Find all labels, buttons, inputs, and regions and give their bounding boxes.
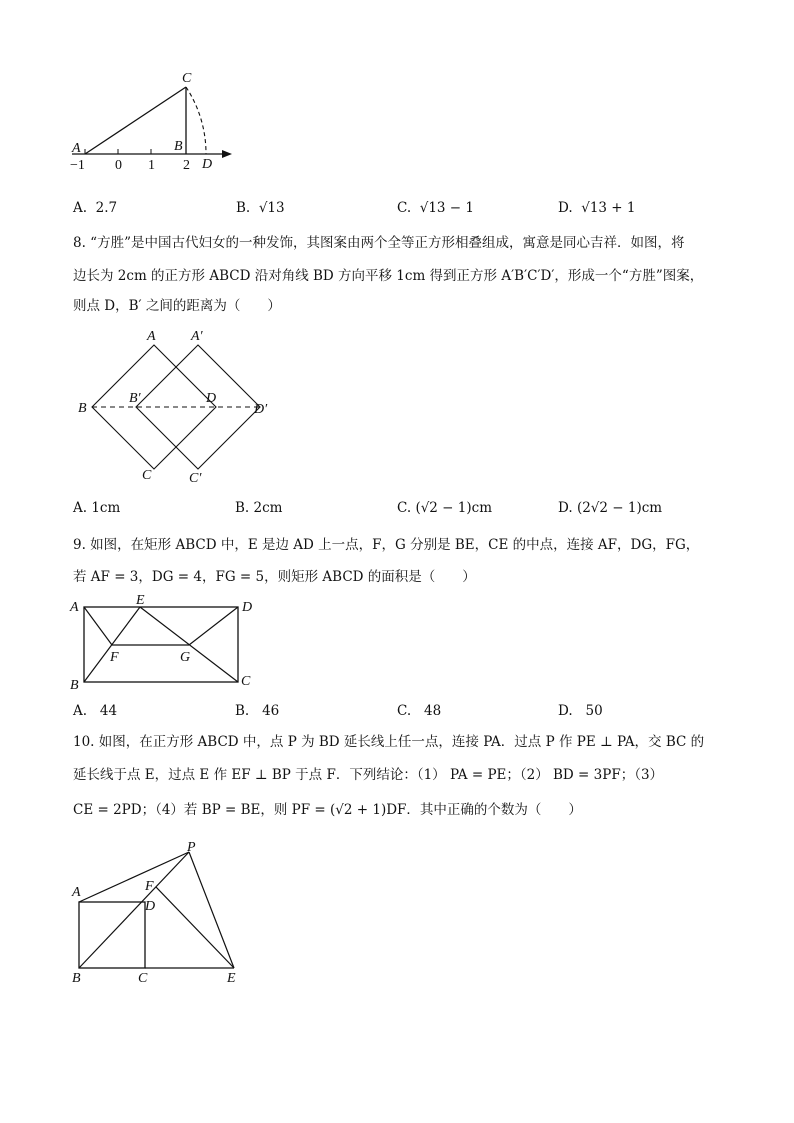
label-B: B bbox=[72, 971, 81, 986]
q9-option-a: A. 44 bbox=[73, 703, 118, 719]
label-C: C bbox=[241, 674, 251, 689]
label-P: P bbox=[187, 840, 196, 855]
q9-line-2: 若 AF = 3，DG = 4，FG = 5，则矩形 ABCD 的面积是（ ） bbox=[73, 569, 476, 585]
q10-line-2: 延长线于点 E，过点 E 作 EF ⊥ BP 于点 F．下列结论：（1） PA = PE；（2） BD = 3PF；（3） bbox=[73, 767, 664, 783]
q8-option-d: D. (2√2 − 1)cm bbox=[558, 500, 663, 516]
q10-line-3: CE = 2PD；（4）若 BP = BE，则 PF = (√2 + 1)DF．其中正确的个数为（ ） bbox=[73, 802, 582, 818]
label-B-prime: B′ bbox=[129, 391, 141, 406]
tick-label-neg1: −1 bbox=[70, 158, 85, 173]
label-D: D bbox=[242, 600, 253, 615]
label-A: A bbox=[72, 141, 81, 156]
q7-option-c: C. √13 − 1 bbox=[397, 200, 474, 216]
tick-label-0: 0 bbox=[115, 158, 122, 173]
label-G: G bbox=[180, 650, 191, 665]
q7-option-d: D. √13 + 1 bbox=[558, 200, 636, 216]
q9-figure bbox=[66, 592, 266, 696]
q8-line-2: 边长为 2cm 的正方形 ABCD 沿对角线 BD 方向平移 1cm 得到正方形 A′B′C′D′，形成一个“方胜”图案， bbox=[73, 268, 704, 284]
label-D: D bbox=[206, 391, 217, 406]
label-B: B bbox=[70, 678, 79, 693]
q8-line-1: 8. “方胜”是中国古代妇女的一种发饰，其图案由两个全等正方形相叠组成，寓意是同心吉祥．如图，将 bbox=[73, 235, 685, 251]
label-D-prime: D′ bbox=[254, 402, 268, 417]
q9-option-c: C. 48 bbox=[397, 703, 442, 719]
label-E: E bbox=[136, 593, 145, 608]
label-F: F bbox=[145, 879, 154, 894]
square-a1b1c1d1 bbox=[136, 345, 260, 469]
label-B: B bbox=[174, 139, 183, 154]
label-C: C bbox=[142, 468, 152, 483]
q8-line-3: 则点 D，B′ 之间的距离为（ ） bbox=[73, 298, 281, 314]
q10-line-1: 10. 如图，在正方形 ABCD 中，点 P 为 BD 延长线上任一点，连接 PA．过点 P 作 PE ⊥ PA，交 BC 的 bbox=[73, 734, 705, 750]
label-C: C bbox=[138, 971, 148, 986]
q8-option-a: A. 1cm bbox=[73, 500, 121, 516]
q7-figure bbox=[60, 66, 250, 178]
q7-option-a: A. 2.7 bbox=[73, 200, 118, 216]
label-C: C bbox=[182, 71, 192, 86]
label-A: A bbox=[147, 329, 156, 344]
tick-label-2: 2 bbox=[183, 158, 190, 173]
q8-figure bbox=[72, 325, 282, 490]
tick-label-1: 1 bbox=[148, 158, 155, 173]
q10-figure bbox=[64, 836, 264, 996]
q9-option-b: B. 46 bbox=[235, 703, 280, 719]
label-F: F bbox=[110, 650, 119, 665]
q8-option-b: B. 2cm bbox=[235, 500, 283, 516]
q9-line-1: 9. 如图，在矩形 ABCD 中，E 是边 AD 上一点，F，G 分别是 BE，CE 的中点，连接 AF，DG，FG， bbox=[73, 537, 700, 553]
label-C-prime: C′ bbox=[189, 471, 202, 486]
q8-option-c: C. (√2 − 1)cm bbox=[397, 500, 493, 516]
label-A: A bbox=[72, 885, 81, 900]
number-line-arrow bbox=[222, 150, 232, 158]
label-A: A bbox=[70, 600, 79, 615]
label-B: B bbox=[78, 401, 87, 416]
label-D: D bbox=[202, 157, 213, 172]
dashed-arc bbox=[186, 87, 206, 154]
q9-option-d: D. 50 bbox=[558, 703, 603, 719]
label-A-prime: A′ bbox=[191, 329, 203, 344]
label-D: D bbox=[145, 899, 156, 914]
q7-option-b: B. √13 bbox=[236, 200, 285, 216]
label-E: E bbox=[227, 971, 236, 986]
